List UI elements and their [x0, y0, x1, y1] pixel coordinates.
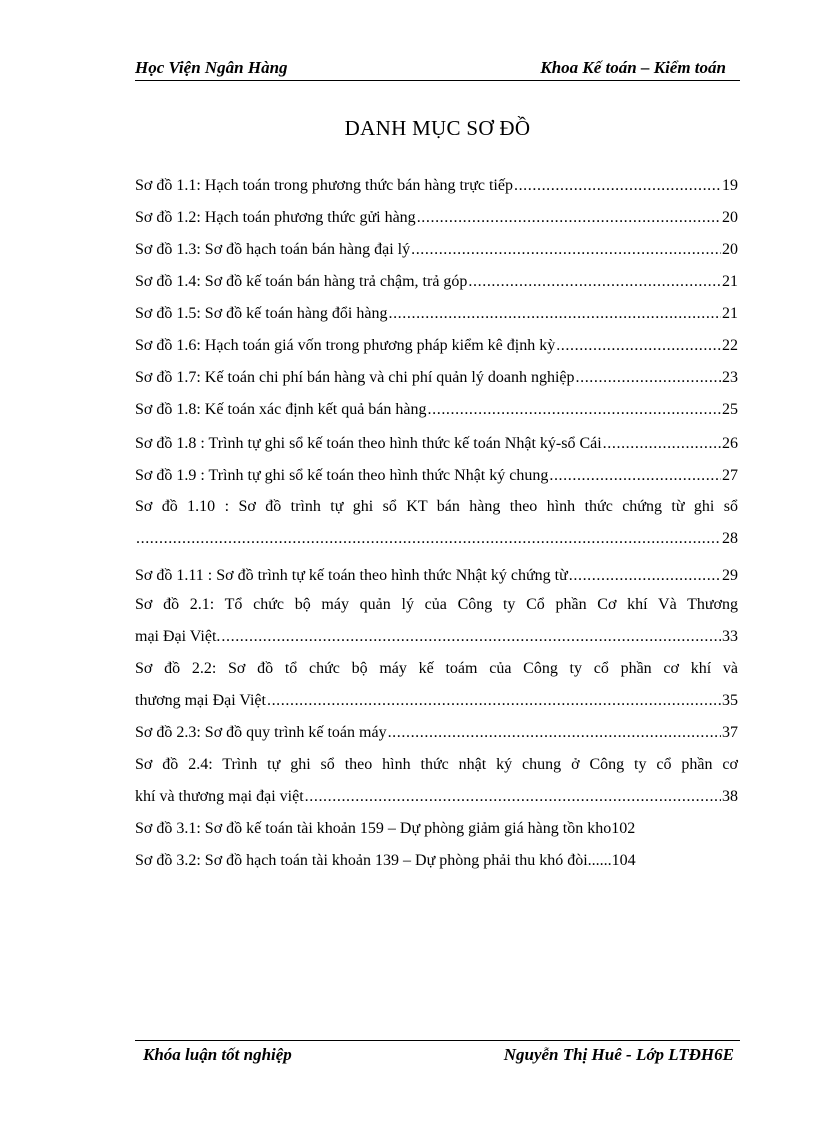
page-header: [135, 56, 740, 81]
toc-entry: [135, 234, 738, 266]
entry-page: 38: [722, 788, 738, 805]
toc-entry: [135, 717, 738, 749]
footer-document-type: Khóa luận tốt nghiệp: [143, 1045, 292, 1064]
page-footer: [135, 1040, 740, 1071]
footer-author: Nguyễn Thị Huê - Lớp LTĐH6E: [503, 1045, 734, 1064]
entry-text: Sơ đồ 1.4: Sơ đồ kế toán bán hàng trả chậm, trả góp: [135, 273, 468, 290]
entry-page: 28: [722, 530, 738, 547]
entry-text: Sơ đồ 2.1: Tổ chức bộ máy quản lý của Công ty Cổ phần Cơ khí Và Thương: [135, 596, 738, 613]
entry-text: Sơ đồ 1.2: Hạch toán phương thức gửi hàng: [135, 209, 416, 226]
toc-entry: [135, 749, 738, 813]
toc-entry: [135, 560, 738, 592]
leader-dots: [305, 781, 721, 813]
entry-text: Sơ đồ 1.6: Hạch toán giá vốn trong phương pháp kiểm kê định kỳ: [135, 337, 556, 354]
entry-text: Sơ đồ 1.7: Kế toán chi phí bán hàng và chi phí quản lý doanh nghiệp: [135, 369, 575, 386]
page-title: DANH MỤC SƠ ĐỒ: [344, 116, 531, 140]
entry-page: 21: [722, 273, 738, 290]
toc-entry: [135, 845, 738, 877]
toc-entry: [135, 266, 738, 298]
entry-page: 104: [611, 852, 636, 869]
toc-entry: [135, 813, 738, 845]
entry-text: Sơ đồ 1.8: Kế toán xác định kết quả bán hàng: [135, 401, 427, 418]
entry-page: 37: [722, 724, 738, 741]
toc-entry: [135, 202, 738, 234]
entry-page: 26: [722, 435, 738, 452]
leader-dots: [136, 523, 721, 555]
entry-text-continued: mại Đại Việt.: [135, 628, 221, 645]
entry-page: 29: [722, 567, 738, 584]
toc-entry: [135, 491, 738, 555]
entry-text: Sơ đồ 1.1: Hạch toán trong phương thức bán hàng trực tiếp: [135, 177, 513, 194]
entry-page: 35: [722, 692, 738, 709]
toc-entry: [135, 362, 738, 394]
toc-entry: [135, 298, 738, 330]
toc-entry: [135, 170, 738, 202]
entry-text: Sơ đồ 2.4: Trình tự ghi sổ theo hình thức nhật ký chung ở Công ty cổ phần cơ: [135, 756, 738, 773]
entry-page: 33: [722, 628, 738, 645]
leader-dots: [417, 202, 721, 234]
entry-text: Sơ đồ 1.9 : Trình tự ghi sổ kế toán theo hình thức Nhật ký chung: [135, 467, 549, 484]
toc-entry: [135, 428, 738, 460]
entry-page: 25: [722, 401, 738, 418]
leader-dots: [569, 560, 721, 592]
header-faculty: Khoa Kế toán – Kiểm toán: [540, 58, 726, 77]
leader-dots: [428, 394, 721, 426]
entry-text: Sơ đồ 1.3: Sơ đồ hạch toán bán hàng đại lý: [135, 241, 411, 258]
leader-dots: [388, 298, 721, 330]
entry-text-continued: thương mại Đại Việt: [135, 692, 266, 709]
leader-dots: [411, 234, 721, 266]
entry-text: Sơ đồ 3.2: Sơ đồ hạch toán tài khoản 139 – Dự phòng phải thu khó đòi......: [135, 852, 612, 869]
entry-text: Sơ đồ 3.1: Sơ đồ kế toán tài khoản 159 – Dự phòng giảm giá hàng tồn kho: [135, 820, 612, 837]
leader-dots: [388, 717, 721, 749]
leader-dots: [549, 460, 721, 492]
entry-page: 27: [722, 467, 738, 484]
leader-dots: [468, 266, 721, 298]
entry-text: Sơ đồ 1.10 : Sơ đồ trình tự ghi sổ KT bán hàng theo hình thức chứng từ ghi sổ: [135, 498, 738, 515]
leader-dots: [556, 330, 721, 362]
leader-dots: [576, 362, 722, 394]
entry-text: Sơ đồ 2.3: Sơ đồ quy trình kế toán máy: [135, 724, 387, 741]
entry-page: 102: [611, 820, 636, 837]
entry-text-continued: khí và thương mại đại việt: [135, 788, 304, 805]
entry-page: 23: [722, 369, 738, 386]
toc-entry: [135, 460, 738, 492]
toc-entry: [135, 394, 738, 426]
entry-page: 22: [722, 337, 738, 354]
entry-page: 20: [722, 209, 738, 226]
leader-dots: [221, 621, 721, 653]
entry-text: Sơ đồ 1.11 : Sơ đồ trình tự kế toán theo hình thức Nhật ký chứng từ: [135, 567, 568, 584]
entry-text: Sơ đồ 1.5: Sơ đồ kế toán hàng đổi hàng: [135, 305, 388, 322]
entry-text: Sơ đồ 1.8 : Trình tự ghi sổ kế toán theo hình thức kế toán Nhật ký-sổ Cái: [135, 435, 602, 452]
toc-entry: [135, 589, 738, 653]
leader-dots: [267, 685, 721, 717]
entry-page: 20: [722, 241, 738, 258]
entry-text: Sơ đồ 2.2: Sơ đồ tổ chức bộ máy kế toám của Công ty cổ phần cơ khí và: [135, 660, 738, 677]
entry-page: 19: [722, 177, 738, 194]
leader-dots: [514, 170, 721, 202]
toc-entry: [135, 653, 738, 717]
leader-dots: [603, 428, 721, 460]
header-institution: Học Viện Ngân Hàng: [135, 58, 288, 77]
toc-entry: [135, 330, 738, 362]
entry-page: 21: [722, 305, 738, 322]
